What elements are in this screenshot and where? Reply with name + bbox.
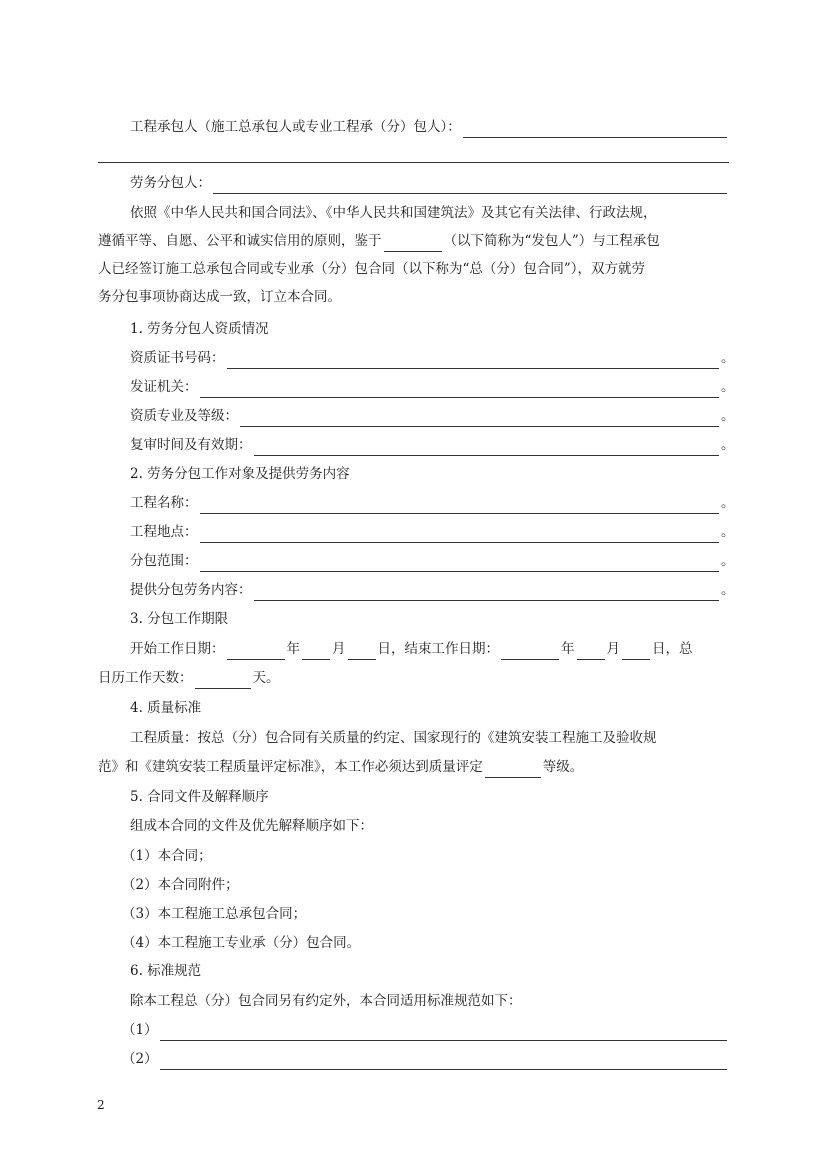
section-5-title: 5. 合同文件及解释顺序 <box>130 789 269 805</box>
issuer-label: 发证机关： <box>130 379 198 395</box>
intro-line-3 <box>98 258 729 280</box>
period-mark: 。 <box>721 350 735 366</box>
intro-text-1: 依照《中华人民共和国合同法》、《中华人民共和国建筑法》及其它有关法律、行政法规， <box>130 205 657 221</box>
end-month-field[interactable] <box>577 643 605 660</box>
document-order-item: （4）本工程施工专业承（分）包合同。 <box>122 935 361 951</box>
day-label: 日，总 <box>652 641 693 657</box>
cert-no-line <box>130 347 735 369</box>
section-6-title: 6. 标准规范 <box>130 963 202 979</box>
period-mark: 。 <box>721 408 735 424</box>
standard-line-2 <box>122 1048 729 1070</box>
year-label: 年 <box>561 641 575 657</box>
intro-text-2b: （以下简称为“发包人”）与工程承包 <box>443 233 660 249</box>
employer-field[interactable] <box>384 235 442 252</box>
project-name-field[interactable] <box>200 497 720 514</box>
list-item <box>122 903 729 925</box>
section-5-intro: 组成本合同的文件及优先解释顺序如下： <box>130 818 373 834</box>
section-1-title-line <box>130 318 729 340</box>
contractor-line <box>130 116 729 138</box>
calendar-days-field[interactable] <box>195 672 251 689</box>
contractor-label: 工程承包人（施工总承包人或专业工程承（分）包人）： <box>130 119 461 135</box>
month-label: 月 <box>606 641 620 657</box>
days-suffix: 天。 <box>252 670 280 686</box>
list-item <box>122 874 729 896</box>
subcontractor-field[interactable] <box>213 177 727 194</box>
section-4-title-line <box>130 697 729 719</box>
scope-label: 分包范围： <box>130 553 198 569</box>
section-6-intro-line <box>130 990 729 1012</box>
quality-line-2 <box>98 756 729 778</box>
scope-field[interactable] <box>200 555 720 572</box>
document-order-item: （2）本合同附件； <box>122 877 239 893</box>
standard-field-2[interactable] <box>160 1053 727 1070</box>
subcontractor-line <box>130 172 729 194</box>
section-2-title: 2. 劳务分包工作对象及提供劳务内容 <box>130 466 350 482</box>
section-3-title: 3. 分包工作期限 <box>130 611 229 627</box>
start-month-field[interactable] <box>302 643 330 660</box>
labor-content-line <box>130 579 735 601</box>
standard-item-label: （1） <box>122 1022 158 1038</box>
quality-line-1 <box>130 727 729 749</box>
project-location-field[interactable] <box>200 526 720 543</box>
intro-line-4 <box>98 286 729 308</box>
intro-text-4: 务分包事项协商达成一致，订立本合同。 <box>98 289 341 305</box>
review-line <box>130 434 735 456</box>
period-mark: 。 <box>721 379 735 395</box>
issuer-line <box>130 376 735 398</box>
project-location-line <box>130 521 735 543</box>
period-mark: 。 <box>721 495 735 511</box>
intro-line-2 <box>98 230 729 252</box>
period-mark: 。 <box>721 524 735 540</box>
month-label: 月 <box>332 641 346 657</box>
section-3-title-line <box>130 608 729 630</box>
period-mark: 。 <box>721 553 735 569</box>
start-day-field[interactable] <box>348 643 376 660</box>
issuer-field[interactable] <box>200 381 720 398</box>
section-1-title: 1. 劳务分包人资质情况 <box>130 321 269 337</box>
major-grade-field[interactable] <box>240 410 719 427</box>
quality-text-1: 工程质量：按总（分）包合同有关质量的约定、国家现行的《建筑安装工程施工及验收规 <box>130 730 657 746</box>
list-item <box>122 845 729 867</box>
intro-line-1 <box>130 202 729 224</box>
intro-text-2a: 遵循平等、自愿、公平和诚实信用的原则，鉴于 <box>98 233 382 249</box>
start-date-label: 开始工作日期： <box>130 641 225 657</box>
separator-line <box>98 162 729 163</box>
standard-item-label: （2） <box>122 1051 158 1067</box>
period-mark: 。 <box>721 582 735 598</box>
project-name-line <box>130 492 735 514</box>
cert-no-label: 资质证书号码： <box>130 350 225 366</box>
subcontractor-label: 劳务分包人： <box>130 175 211 191</box>
work-period-line <box>130 638 729 660</box>
quality-text-2b: 等级。 <box>542 759 584 775</box>
page-number: 2 <box>97 1098 105 1112</box>
calendar-days-line <box>98 667 729 689</box>
scope-line <box>130 550 735 572</box>
standard-line-1 <box>122 1019 729 1041</box>
review-field[interactable] <box>254 439 720 456</box>
major-grade-label: 资质专业及等级： <box>130 408 238 424</box>
section-5-title-line <box>130 786 729 808</box>
section-2-title-line <box>130 463 729 485</box>
calendar-days-label: 日历工作天数： <box>98 670 193 686</box>
project-name-label: 工程名称： <box>130 495 198 511</box>
contractor-field[interactable] <box>463 121 727 138</box>
section-6-intro: 除本工程总（分）包合同另有约定外，本合同适用标准规范如下： <box>130 993 522 1009</box>
period-mark: 。 <box>721 437 735 453</box>
intro-text-3: 人已经签订施工总承包合同或专业承（分）包合同（以下称为“总（分）包合同”），双方就劳 <box>98 261 646 277</box>
major-grade-line <box>130 405 735 427</box>
year-label: 年 <box>286 641 300 657</box>
start-year-field[interactable] <box>227 643 285 660</box>
end-year-field[interactable] <box>501 643 559 660</box>
section-5-intro-line <box>130 815 729 837</box>
cert-no-field[interactable] <box>227 352 720 369</box>
section-4-title: 4. 质量标准 <box>130 700 202 716</box>
document-order-item: （3）本工程施工总承包合同； <box>122 906 307 922</box>
labor-content-label: 提供分包劳务内容： <box>130 582 252 598</box>
project-location-label: 工程地点： <box>130 524 198 540</box>
quality-grade-field[interactable] <box>485 761 541 778</box>
quality-text-2a: 范》和《建筑安装工程质量评定标准》，本工作必须达到质量评定 <box>98 759 483 775</box>
document-order-item: （1）本合同； <box>122 848 212 864</box>
section-6-title-line <box>130 960 729 982</box>
review-label: 复审时间及有效期： <box>130 437 252 453</box>
labor-content-field[interactable] <box>254 584 720 601</box>
standard-field-1[interactable] <box>160 1024 727 1041</box>
end-date-label: 结束工作日期： <box>404 641 499 657</box>
end-day-field[interactable] <box>622 643 650 660</box>
day-label: 日， <box>377 641 405 657</box>
list-item <box>122 932 729 954</box>
